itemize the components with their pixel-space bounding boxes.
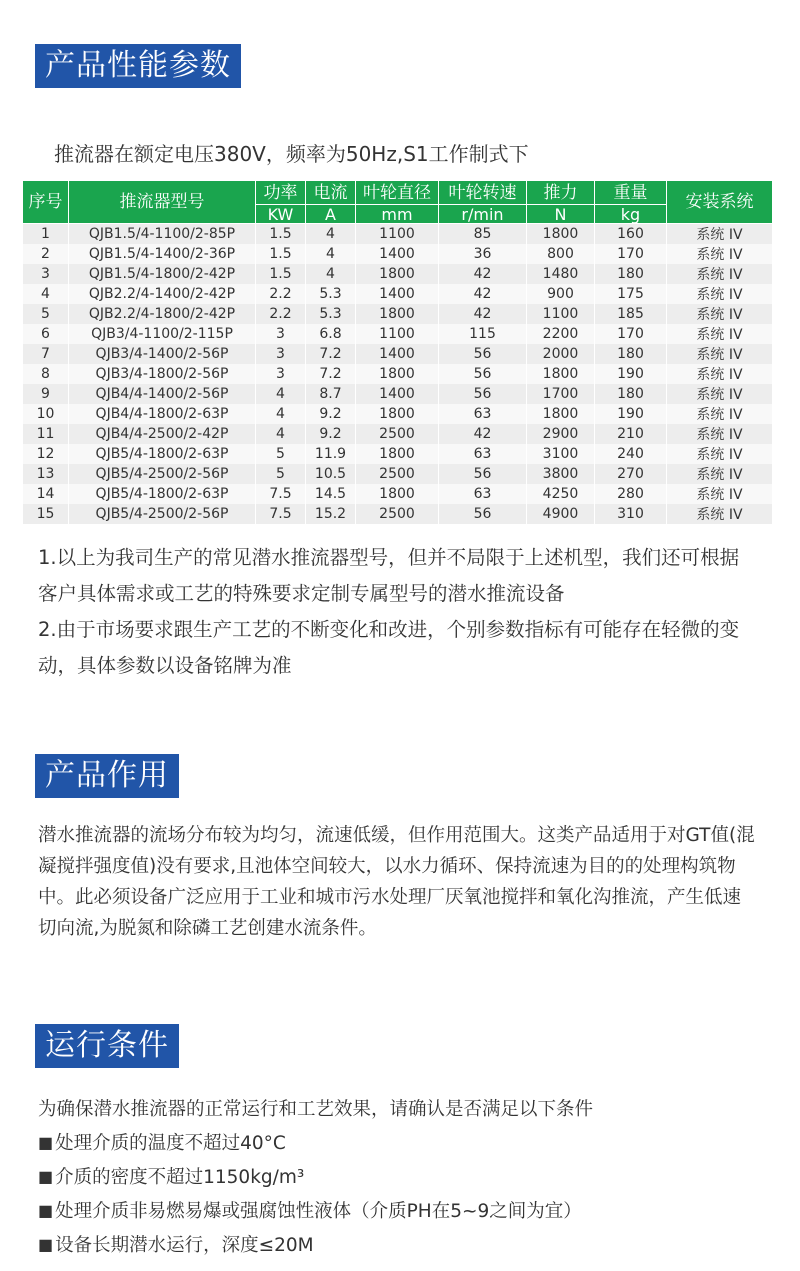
cell-system: 系统 IV <box>667 304 773 324</box>
header-diameter-unit: mm <box>356 205 439 224</box>
cell-system: 系统 IV <box>667 484 773 504</box>
section-title-function: 产品作用 <box>35 754 179 798</box>
table-row <box>23 404 773 424</box>
cell-system: 系统 IV <box>667 464 773 484</box>
cell-model: QJB4/4-1800/2-63P <box>69 404 256 424</box>
cell-current: 7.2 <box>306 344 356 364</box>
table-row <box>23 444 773 464</box>
cell-weight: 310 <box>595 504 667 524</box>
cell-diameter: 1400 <box>356 244 439 264</box>
cell-index: 12 <box>23 444 69 464</box>
cell-system: 系统 IV <box>667 384 773 404</box>
cell-speed: 115 <box>439 324 527 344</box>
cell-weight: 160 <box>595 224 667 245</box>
cell-thrust: 800 <box>527 244 595 264</box>
cell-system: 系统 IV <box>667 264 773 284</box>
header-speed-unit: r/min <box>439 205 527 224</box>
cell-index: 6 <box>23 324 69 344</box>
cell-current: 15.2 <box>306 504 356 524</box>
header-weight: 重量 <box>595 181 667 205</box>
cell-system: 系统 IV <box>667 324 773 344</box>
table-row <box>23 324 773 344</box>
condition-item: ■ 介质的密度不超过1150kg/m³ <box>38 1167 305 1188</box>
table-row <box>23 484 773 504</box>
square-bullet-icon: ■ <box>38 1235 54 1254</box>
cell-weight: 175 <box>595 284 667 304</box>
cell-speed: 63 <box>439 404 527 424</box>
cell-power: 1.5 <box>256 264 306 284</box>
table-row <box>23 424 773 444</box>
cell-current: 9.2 <box>306 404 356 424</box>
header-speed: 叶轮转速 <box>439 181 527 205</box>
cell-weight: 180 <box>595 264 667 284</box>
cell-model: QJB3/4-1800/2-56P <box>69 364 256 384</box>
cell-index: 10 <box>23 404 69 424</box>
cell-speed: 42 <box>439 284 527 304</box>
cell-model: QJB2.2/4-1400/2-42P <box>69 284 256 304</box>
cell-thrust: 1800 <box>527 404 595 424</box>
header-power-unit: KW <box>256 205 306 224</box>
cell-weight: 180 <box>595 384 667 404</box>
cell-current: 11.9 <box>306 444 356 464</box>
cell-diameter: 1800 <box>356 364 439 384</box>
cell-current: 7.2 <box>306 364 356 384</box>
cell-power: 4 <box>256 424 306 444</box>
cell-index: 7 <box>23 344 69 364</box>
cell-speed: 42 <box>439 304 527 324</box>
cell-diameter: 1100 <box>356 324 439 344</box>
header-weight-unit: kg <box>595 205 667 224</box>
header-index: 序号 <box>23 181 69 224</box>
cell-system: 系统 IV <box>667 444 773 464</box>
cell-power: 3 <box>256 344 306 364</box>
conditions-block <box>38 1093 758 1262</box>
table-row <box>23 344 773 364</box>
table-row <box>23 504 773 524</box>
header-system: 安装系统 <box>667 181 773 224</box>
note-1: 1.以上为我司生产的常见潜水推流器型号，但并不局限于上述机型，我们还可根据客户具体需求或工艺的特殊要求定制专属型号的潜水推流设备 <box>38 546 740 605</box>
header-diameter: 叶轮直径 <box>356 181 439 205</box>
cell-speed: 56 <box>439 344 527 364</box>
section-title-performance: 产品性能参数 <box>35 44 241 88</box>
cell-system: 系统 IV <box>667 424 773 444</box>
cell-current: 8.7 <box>306 384 356 404</box>
cell-speed: 56 <box>439 464 527 484</box>
cell-thrust: 4900 <box>527 504 595 524</box>
cell-current: 4 <box>306 264 356 284</box>
cell-speed: 36 <box>439 244 527 264</box>
conditions-intro: 为确保潜水推流器的正常运行和工艺效果，请确认是否满足以下条件 <box>38 1099 594 1120</box>
cell-current: 5.3 <box>306 284 356 304</box>
cell-model: QJB4/4-1400/2-56P <box>69 384 256 404</box>
cell-index: 8 <box>23 364 69 384</box>
cell-power: 1.5 <box>256 224 306 245</box>
cell-power: 3 <box>256 324 306 344</box>
notes <box>38 540 758 684</box>
cell-model: QJB4/4-2500/2-42P <box>69 424 256 444</box>
cell-power: 5 <box>256 464 306 484</box>
cell-thrust: 1480 <box>527 264 595 284</box>
cell-speed: 56 <box>439 384 527 404</box>
cell-index: 11 <box>23 424 69 444</box>
cell-weight: 280 <box>595 484 667 504</box>
cell-model: QJB3/4-1400/2-56P <box>69 344 256 364</box>
cell-thrust: 1800 <box>527 224 595 245</box>
cell-speed: 56 <box>439 364 527 384</box>
cell-system: 系统 IV <box>667 244 773 264</box>
cell-current: 9.2 <box>306 424 356 444</box>
cell-thrust: 2200 <box>527 324 595 344</box>
table-row <box>23 264 773 284</box>
table-row <box>23 244 773 264</box>
cell-thrust: 2900 <box>527 424 595 444</box>
cell-thrust: 1100 <box>527 304 595 324</box>
cell-thrust: 1700 <box>527 384 595 404</box>
table-row <box>23 364 773 384</box>
cell-system: 系统 IV <box>667 504 773 524</box>
table-row <box>23 224 773 245</box>
cell-power: 5 <box>256 444 306 464</box>
cell-model: QJB1.5/4-1100/2-85P <box>69 224 256 245</box>
cell-power: 7.5 <box>256 484 306 504</box>
cell-diameter: 1800 <box>356 264 439 284</box>
cell-speed: 85 <box>439 224 527 245</box>
cell-diameter: 2500 <box>356 464 439 484</box>
cell-diameter: 1400 <box>356 384 439 404</box>
square-bullet-icon: ■ <box>38 1167 54 1186</box>
table-row <box>23 304 773 324</box>
cell-system: 系统 IV <box>667 284 773 304</box>
parameter-table <box>22 180 773 524</box>
cell-power: 2.2 <box>256 304 306 324</box>
cell-index: 15 <box>23 504 69 524</box>
header-model: 推流器型号 <box>69 181 256 224</box>
cell-weight: 190 <box>595 364 667 384</box>
cell-weight: 170 <box>595 324 667 344</box>
section-title-conditions: 运行条件 <box>35 1024 179 1068</box>
header-thrust: 推力 <box>527 181 595 205</box>
table-row <box>23 284 773 304</box>
cell-weight: 210 <box>595 424 667 444</box>
cell-index: 5 <box>23 304 69 324</box>
note-2: 2.由于市场要求跟生产工艺的不断变化和改进，个别参数指标有可能存在轻微的变动，具体参数以设备铭牌为准 <box>38 618 740 677</box>
cell-current: 4 <box>306 224 356 245</box>
cell-weight: 180 <box>595 344 667 364</box>
cell-model: QJB5/4-1800/2-63P <box>69 484 256 504</box>
condition-item: ■ 处理介质非易燃易爆或强腐蚀性液体（介质PH在5~9之间为宜） <box>38 1201 582 1222</box>
cell-weight: 185 <box>595 304 667 324</box>
cell-model: QJB1.5/4-1800/2-42P <box>69 264 256 284</box>
cell-index: 2 <box>23 244 69 264</box>
header-current-unit: A <box>306 205 356 224</box>
cell-speed: 42 <box>439 264 527 284</box>
cell-power: 4 <box>256 384 306 404</box>
cell-speed: 63 <box>439 444 527 464</box>
cell-diameter: 1800 <box>356 404 439 424</box>
cell-index: 4 <box>23 284 69 304</box>
table-subtitle: 推流器在额定电压380V，频率为50Hz,S1工作制式下 <box>54 142 529 166</box>
cell-model: QJB5/4-1800/2-63P <box>69 444 256 464</box>
cell-model: QJB1.5/4-1400/2-36P <box>69 244 256 264</box>
cell-diameter: 1800 <box>356 304 439 324</box>
cell-model: QJB2.2/4-1800/2-42P <box>69 304 256 324</box>
cell-power: 7.5 <box>256 504 306 524</box>
cell-power: 1.5 <box>256 244 306 264</box>
cell-thrust: 900 <box>527 284 595 304</box>
cell-current: 10.5 <box>306 464 356 484</box>
cell-system: 系统 IV <box>667 364 773 384</box>
cell-diameter: 1400 <box>356 284 439 304</box>
function-description: 潜水推流器的流场分布较为均匀，流速低缓，但作用范围大。这类产品适用于对GT值(混凝搅拌强度值)没有要求,且池体空间较大，以水力循环、保持流速为目的的处理构筑物中。此必须设备广泛应用于工业和城市污水处理厂厌氧池搅拌和氧化沟推流，产生低速切向流,为脱氮和除磷工艺创建水流条件。 <box>38 825 755 939</box>
cell-index: 13 <box>23 464 69 484</box>
square-bullet-icon: ■ <box>38 1133 54 1152</box>
cell-thrust: 3100 <box>527 444 595 464</box>
cell-thrust: 2000 <box>527 344 595 364</box>
cell-model: QJB5/4-2500/2-56P <box>69 504 256 524</box>
cell-system: 系统 IV <box>667 224 773 245</box>
cell-diameter: 1800 <box>356 444 439 464</box>
cell-power: 3 <box>256 364 306 384</box>
header-thrust-unit: N <box>527 205 595 224</box>
cell-speed: 63 <box>439 484 527 504</box>
cell-speed: 42 <box>439 424 527 444</box>
cell-weight: 240 <box>595 444 667 464</box>
cell-current: 6.8 <box>306 324 356 344</box>
header-power: 功率 <box>256 181 306 205</box>
cell-diameter: 1100 <box>356 224 439 245</box>
cell-diameter: 2500 <box>356 424 439 444</box>
condition-item: ■ 处理介质的温度不超过40°C <box>38 1133 286 1154</box>
cell-index: 3 <box>23 264 69 284</box>
header-current: 电流 <box>306 181 356 205</box>
cell-index: 14 <box>23 484 69 504</box>
square-bullet-icon: ■ <box>38 1201 54 1220</box>
cell-power: 4 <box>256 404 306 424</box>
cell-thrust: 3800 <box>527 464 595 484</box>
cell-thrust: 1800 <box>527 364 595 384</box>
cell-power: 2.2 <box>256 284 306 304</box>
cell-diameter: 2500 <box>356 504 439 524</box>
cell-diameter: 1400 <box>356 344 439 364</box>
cell-system: 系统 IV <box>667 404 773 424</box>
cell-speed: 56 <box>439 504 527 524</box>
cell-index: 1 <box>23 224 69 245</box>
condition-item: ■ 设备长期潜水运行，深度≤20M <box>38 1235 314 1256</box>
cell-system: 系统 IV <box>667 344 773 364</box>
cell-model: QJB5/4-2500/2-56P <box>69 464 256 484</box>
cell-weight: 190 <box>595 404 667 424</box>
cell-model: QJB3/4-1100/2-115P <box>69 324 256 344</box>
cell-current: 4 <box>306 244 356 264</box>
cell-current: 14.5 <box>306 484 356 504</box>
cell-weight: 270 <box>595 464 667 484</box>
table-row <box>23 384 773 404</box>
cell-thrust: 4250 <box>527 484 595 504</box>
cell-index: 9 <box>23 384 69 404</box>
cell-diameter: 1800 <box>356 484 439 504</box>
cell-current: 5.3 <box>306 304 356 324</box>
table-row <box>23 464 773 484</box>
cell-weight: 170 <box>595 244 667 264</box>
